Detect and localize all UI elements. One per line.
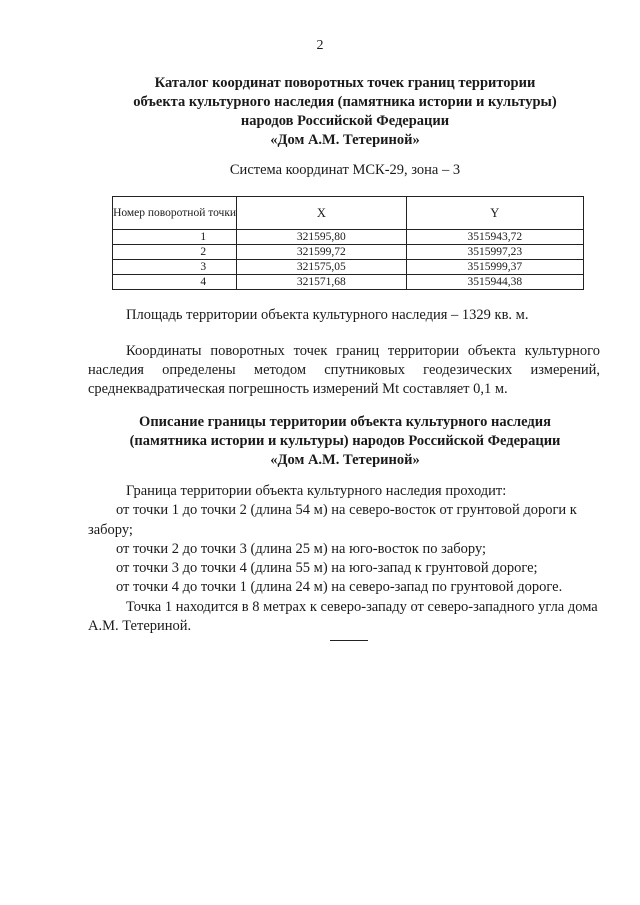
description-title-line: Описание границы территории объекта культурного наследия [139, 414, 551, 430]
coordinates-table [112, 196, 584, 290]
description-segment: от точки 2 до точки 3 (длина 25 м) на юго-восток по забору; [116, 540, 487, 557]
coordinate-system-label: Система координат МСК-29, зона – 3 [229, 162, 461, 178]
catalog-title-line: Каталог координат поворотных точек границ территории [154, 75, 536, 91]
description-segment: от точки 4 до точки 1 (длина 24 м) на северо-запад по грунтовой дороге. [116, 579, 563, 596]
description-title [80, 413, 610, 470]
cell-point: 3 [113, 260, 237, 275]
table-row [113, 275, 584, 290]
header-point-number: Номер поворотной точки [113, 197, 237, 230]
description-title-line: (памятника истории и культуры) народов Российской Федерации [129, 433, 561, 449]
description-title-line: «Дом А.М. Тетериной» [270, 452, 420, 468]
cell-x: 321571,68 [237, 275, 406, 290]
header-x: X [237, 197, 406, 230]
table-row [113, 245, 584, 260]
closing-divider [330, 640, 368, 641]
method-paragraph [88, 342, 600, 399]
description-segment: от точки 1 до точки 2 (длина 54 м) на северо-восток от грунтовой дороги к забору; [88, 502, 577, 538]
cell-y: 3515943,72 [406, 230, 583, 245]
page-number: 2 [316, 38, 324, 53]
location-note: Точка 1 находится в 8 метрах к северо-западу от северо-западного угла дома А.М. Тетериной. [88, 598, 598, 635]
description-intro: Граница территории объекта культурного наследия проходит: [126, 483, 507, 499]
cell-y: 3515944,38 [406, 275, 583, 290]
description-segment: от точки 3 до точки 4 (длина 55 м) на юго-запад к грунтовой дороге; [116, 560, 538, 577]
cell-y: 3515999,37 [406, 260, 583, 275]
catalog-title-line: объекта культурного наследия (памятника истории и культуры) [133, 94, 557, 110]
method-text: Координаты поворотных точек границ территории объекта культурного наследия определены методом спутниковых геодезических измерений, среднеквадратическая погрешность измерений Mt составляет 0,1 м. [88, 343, 600, 397]
boundary-description [88, 482, 608, 636]
table-row [113, 260, 584, 275]
catalog-title-line: народов Российской Федерации [240, 113, 450, 129]
table-header-row [113, 197, 584, 230]
cell-x: 321599,72 [237, 245, 406, 260]
cell-point: 1 [113, 230, 237, 245]
cell-point: 2 [113, 245, 237, 260]
cell-y: 3515997,23 [406, 245, 583, 260]
cell-x: 321595,80 [237, 230, 406, 245]
header-y: Y [406, 197, 583, 230]
catalog-title-line: «Дом А.М. Тетериной» [270, 132, 420, 148]
cell-point: 4 [113, 275, 237, 290]
table-row [113, 230, 584, 245]
cell-x: 321575,05 [237, 260, 406, 275]
catalog-title [80, 74, 610, 150]
area-paragraph: Площадь территории объекта культурного наследия – 1329 кв. м. [126, 307, 529, 323]
